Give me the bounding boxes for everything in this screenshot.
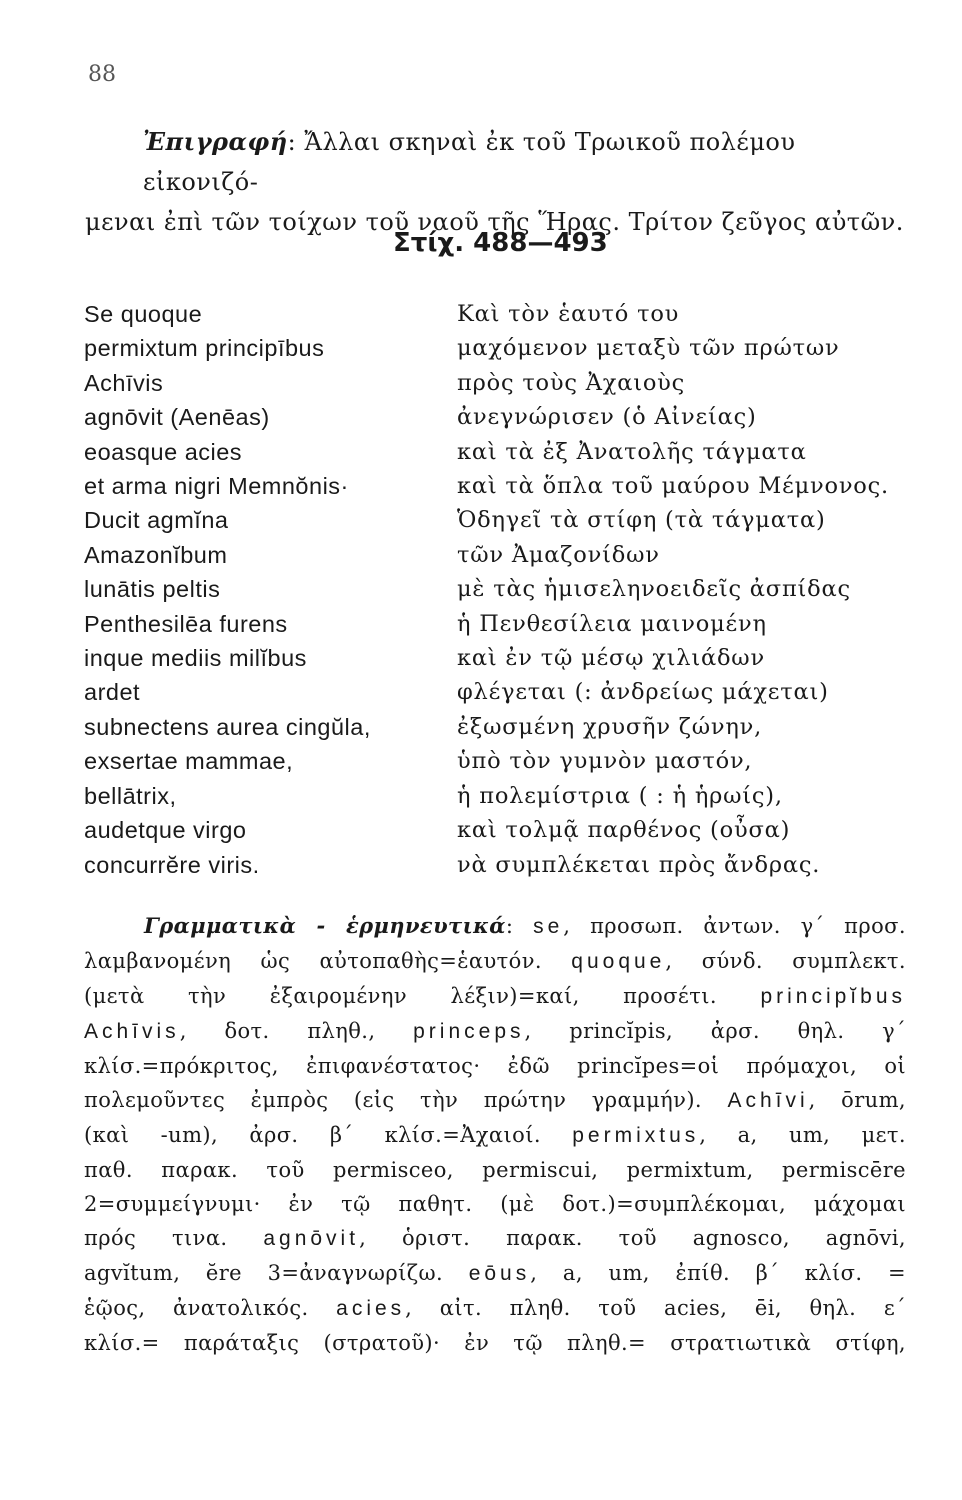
notes-text: , princĭpis, ἀρσ. θηλ. γ΄ (524, 1019, 906, 1043)
notes-line (84, 1118, 906, 1153)
latin-verse-column (84, 297, 444, 882)
greek-verse-line: Καὶ τὸν ἑαυτό του (457, 301, 680, 327)
notes-line (84, 1291, 906, 1326)
notes-line (84, 944, 906, 979)
latin-verse-line: bellātrix, (84, 782, 177, 809)
greek-verse-line: καὶ ἐν τῷ μέσῳ χιλιάδων (457, 645, 765, 672)
notes-text: (μετὰ τὴν ἐξαιρομένην λέξιν)=καί, προσέτι. (84, 984, 761, 1008)
greek-verse-line: μὲ τὰς ἡμισεληνοειδεῖς ἀσπίδας (457, 576, 851, 603)
intro-text-line2: μεναι ἐπὶ τῶν τοίχων τοῦ ναοῦ τῆς Ἥρας. Τρίτον ζεῦγος αὐτῶν. (85, 208, 904, 236)
notes-line (84, 1256, 906, 1291)
greek-verse-line: ἀνεγνώρισεν (ὁ Αἰνείας) (457, 404, 757, 431)
notes-text: , δοτ. πληθ., (179, 1019, 414, 1043)
greek-verse-line: φλέγεται (: ἀνδρείως μάχεται) (457, 679, 829, 706)
intro-paragraph (85, 122, 911, 242)
latin-term: quoque (571, 950, 666, 973)
greek-verse-line: πρὸς τοὺς Ἀχαιοὺς (457, 369, 686, 396)
latin-verse-line: Achīvis (84, 369, 164, 396)
greek-verse-line: ἐξωσμένη χρυσῆν ζώνην, (457, 713, 763, 740)
latin-term: principĭbus (760, 985, 906, 1008)
notes-line (84, 1326, 906, 1360)
notes-line (84, 979, 906, 1014)
notes-text: : (505, 914, 534, 938)
latin-verse-line: et arma nigri Memnŏnis· (84, 473, 349, 500)
latin-verse-line: concurrĕre viris. (84, 851, 260, 878)
notes-line (84, 1221, 906, 1256)
latin-verse-line: Se quoque (84, 301, 203, 327)
latin-term: se (533, 915, 564, 938)
notes-text: , a, um, μετ. (699, 1123, 906, 1147)
latin-verse-line: agnōvit (Aenēas) (84, 404, 270, 431)
notes-line (84, 1083, 906, 1118)
greek-verse-line: ἡ πολεμίστρια ( : ἡ ἡρωίς), (457, 782, 783, 809)
greek-verse-line: καὶ τολμᾷ παρθένος (οὖσα) (457, 817, 791, 844)
notes-line (84, 1187, 906, 1221)
notes-text: , σύνδ. συμπλεκτ. (665, 949, 907, 973)
greek-translation-column (457, 297, 927, 882)
latin-verse-line: lunātis peltis (84, 576, 221, 603)
notes-text: πολεμοῦντες ἐμπρὸς (εἰς τὴν πρώτην γραμμήν). (84, 1088, 728, 1112)
verse-range-heading: Στίχ. 488—493 (393, 228, 608, 258)
latin-verse-line: Penthesilēa furens (84, 610, 288, 637)
latin-verse-line: Ducit agmĭna (84, 507, 229, 534)
latin-verse-line: exsertae mammae, (84, 748, 294, 775)
notes-text: , προσωπ. ἀντων. γ΄ προσ. (563, 914, 906, 938)
latin-verse-line: audetque virgo (84, 817, 247, 844)
notes-line (84, 1049, 906, 1083)
notes-text: , a, um, ἐπίθ. β΄ κλίσ. = (530, 1261, 907, 1285)
notes-line (84, 909, 906, 944)
intro-text-line1: : Ἄλλαι σκηναὶ ἐκ τοῦ Τρωικοῦ πολέμου εἰκονιζό- (143, 128, 796, 196)
latin-verse-line: inque mediis milĭbus (84, 645, 307, 672)
latin-term: Achīvis (84, 1020, 180, 1043)
notes-text: (καὶ -um), ἀρσ. β΄ κλίσ.=Ἀχαιοί. (84, 1123, 573, 1147)
latin-verse-line: subnectens aurea cingŭla, (84, 713, 371, 740)
greek-verse-line: καὶ τὰ ὅπλα τοῦ μαύρου Μέμνονος. (457, 473, 890, 500)
notes-text: agvĭtum, ĕre 3=ἀναγνωρίζω. (84, 1261, 469, 1285)
notes-text: παθ. παρακ. τοῦ permisceo, permiscui, permixtum, permiscēre (84, 1158, 906, 1182)
latin-term: princeps (413, 1020, 525, 1043)
latin-term: permixtus (572, 1124, 700, 1147)
greek-verse-line: καὶ τὰ ἐξ Ἀνατολῆς τάγματα (457, 438, 807, 465)
notes-text: , αἰτ. πληθ. τοῦ acies, ēi, θηλ. ε΄ (405, 1296, 906, 1320)
latin-verse-line: eoasque acies (84, 438, 243, 465)
notes-line (84, 1153, 906, 1187)
greek-verse-line: Ὁδηγεῖ τὰ στίφη (τὰ τάγματα) (457, 507, 826, 534)
notes-label: Γραμματικὰ - ἑρμηνευτικά (144, 913, 506, 938)
page-number: 88 (88, 62, 116, 87)
greek-verse-line: τῶν Ἀμαζονίδων (457, 541, 660, 568)
latin-verse-line: permixtum principībus (84, 335, 325, 362)
greek-verse-line: ἡ Πενθεσίλεια μαινομένη (457, 610, 767, 637)
latin-term: Achīvi (727, 1089, 809, 1112)
inscription-label: Ἐπιγραφή (143, 127, 288, 156)
notes-text: 2=συμμείγνυμι· ἐν τῷ παθητ. (μὲ δοτ.)=συμπλέκομαι, μάχομαι (84, 1192, 906, 1216)
latin-verse-line: Amazonĭbum (84, 541, 228, 568)
notes-text: πρός τινα. (84, 1226, 264, 1250)
latin-term: agnōvit (263, 1227, 360, 1250)
notes-text: κλίσ.=πρόκριτος, ἐπιφανέστατος· ἐδῶ princĭpes=οἱ πρόμαχοι, οἱ (84, 1054, 906, 1078)
notes-text: , ὁριστ. παρακ. τοῦ agnosco, agnōvi, (359, 1226, 906, 1250)
latin-term: acies (336, 1297, 406, 1320)
greek-verse-line: ὑπὸ τὸν γυμνὸν μαστόν, (457, 748, 753, 775)
latin-term: eōus (468, 1262, 531, 1285)
notes-line (84, 1014, 906, 1049)
latin-verse-line: ardet (84, 679, 141, 706)
greek-verse-line: μαχόμενον μεταξὺ τῶν πρώτων (457, 335, 840, 362)
grammar-notes (84, 909, 906, 1360)
notes-text: ἑῷος, ἀνατολικός. (84, 1296, 337, 1320)
greek-verse-line: νὰ συμπλέκεται πρὸς ἄνδρας. (457, 851, 821, 878)
notes-text: κλίσ.= παράταξις (στρατοῦ)· ἐν τῷ πληθ.= στρατιωτικὰ στίφη, (84, 1331, 906, 1355)
notes-text: , ōrum, (808, 1088, 906, 1112)
notes-text: λαμβανομένη ὡς αὐτοπαθὴς=ἑαυτόν. (84, 949, 572, 973)
